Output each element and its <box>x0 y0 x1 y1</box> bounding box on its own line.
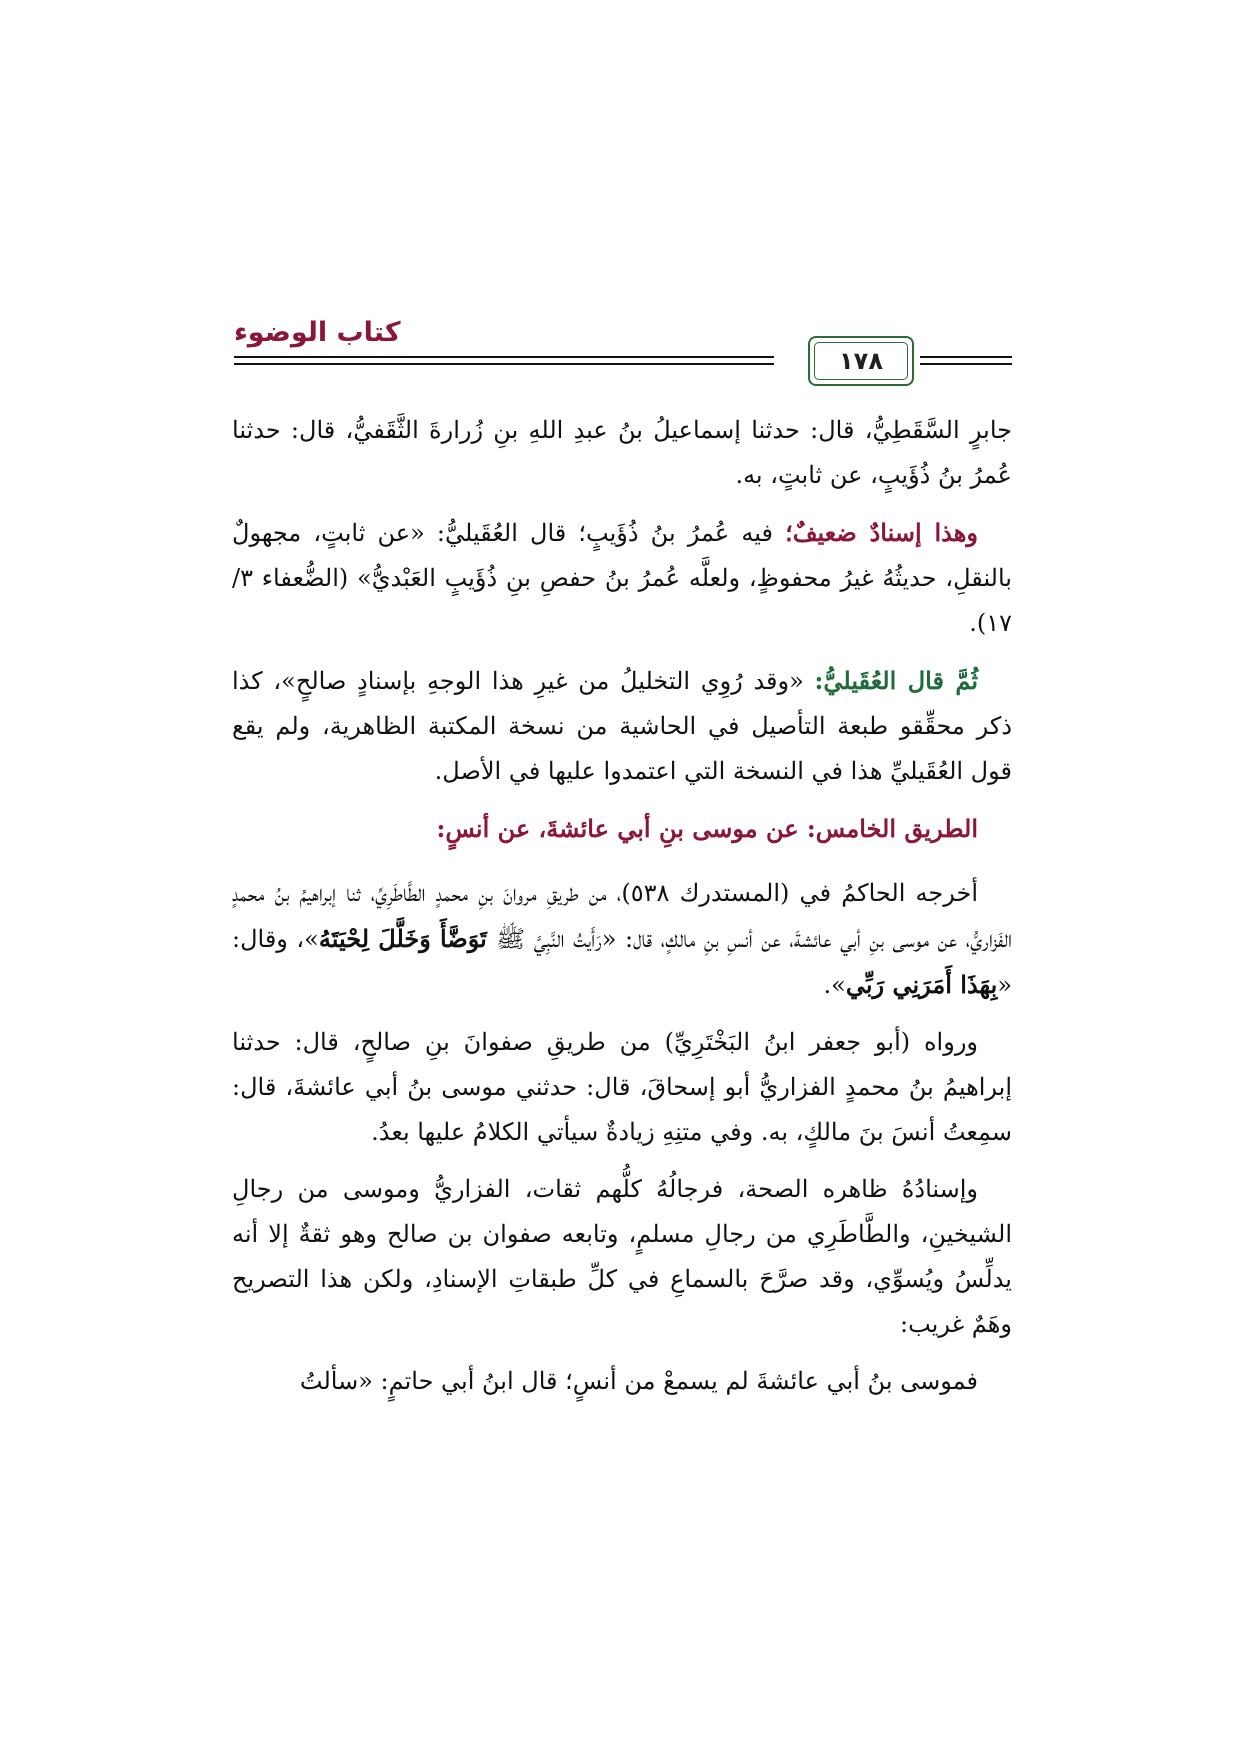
paragraph-text: جابرٍ السَّقَطِيُّ، قال: حدثنا إسماعيلُ بنُ عبدِ اللهِ بنِ زُرارةَ الثَّقَفيُّ، قال: حدثنا عُمرُ بنُ ذُؤَيبٍ، عن ثابتٍ، به. <box>232 416 1012 489</box>
page-number-frame <box>808 336 914 386</box>
paragraph-text: »، وقال: « <box>232 925 1012 999</box>
paragraph-text: فموسى بنُ أبي عائشةَ لم يسمعْ من أنسٍ؛ قال ابنُ أبي حاتمٍ: «سألتُ <box>299 1367 978 1395</box>
hadith-quote: بِهَذَا أَمَرَنِي رَبِّي <box>845 970 998 999</box>
hadith-quote: تَوَضَّأَ وَخَلَّلَ لِحْيَتَهُ <box>318 924 497 953</box>
section-heading: الطريق الخامس: عن موسى بنِ أبي عائشةَ، عن أنسٍ: <box>436 814 978 843</box>
paragraph-lead: ثُمَّ قال العُقَيليُّ: <box>814 666 978 695</box>
paragraph-5 <box>232 1020 1012 1155</box>
paragraph-text: وإسنادُهُ ظاهره الصحة، فرجالُهُ كلُّهم ثقات، الفزاريُّ وموسى من رجالِ الشيخينِ، والطَّاطَرِي من رجالِ مسلمٍ، وتابعه صفوان بن صالح وهو ثقةٌ إلا أنه يدلِّسُ ويُسوِّي، وقد صرَّحَ بالسماعِ في كلِّ طبقاتِ الإسنادِ، ولكن هذا التصريح وهَمٌ غريب: <box>232 1175 1012 1338</box>
header-rule <box>920 363 1012 365</box>
paragraph-text: ورواه (أبو جعفر ابنُ البَخْتَرِيِّ) من طريقِ صفوانَ بنِ صالحٍ، قال: حدثنا إبراهيمُ بنُ محمدٍ الفزاريُّ أبو إسحاقَ، قال: حدثني موسى بنُ أبي عائشةَ، قال: سمِعتُ أنسَ بنَ مالكٍ، به. وفي متنِهِ زيادةٌ سيأتي الكلامُ عليها بعدُ. <box>232 1028 1012 1146</box>
paragraph-6 <box>232 1167 1012 1347</box>
book-title: كتاب الوضوء <box>234 317 401 348</box>
paragraph-text: أخرجه الحاكمُ في (المستدرك ٥٣٨)، من طريقِ مروانَ بنِ محمدٍ الطَّاطَرِيِّ، ثنا إبراهيمُ بنُ محمدٍ الفَزاريُّ، عن موسى بنِ أبي عائشةَ، عن أنسِ بنِ مالكٍ، قال: «رَأَيتُ النَّبِيَّ ﷺ <box>232 879 1013 953</box>
page-header <box>234 316 1012 394</box>
paragraph-text: ». <box>823 971 846 999</box>
page-number: ١٧٨ <box>814 342 908 380</box>
body-text <box>232 408 1012 1416</box>
paragraph-3 <box>232 658 1012 794</box>
header-rule <box>234 356 774 358</box>
header-rule <box>234 363 774 365</box>
paragraph-text: «وقد رُوِي التخليلُ من غيرِ هذا الوجهِ بإسنادٍ صالحٍ»، كذا ذكر محقِّقو طبعة التأصيل في الحاشية من نسخة المكتبة الظاهرية، ولم يقع قول العُقَيليِّ هذا في النسخة التي اعتمدوا عليها في الأصل. <box>232 667 1013 785</box>
paragraph-text: فيه عُمرُ بنُ ذُؤَيبٍ؛ قال العُقَيليُّ: «عن ثابتٍ، مجهولٌ بالنقلِ، حديثُهُ غيرُ محفوظٍ، ولعلَّه عُمرُ بنُ حفصِ بنِ ذُؤَيبٍ العَبْديُّ» (الضُّعفاء ٣/ ١٧). <box>232 519 1012 637</box>
header-rule <box>920 356 1012 358</box>
paragraph-7 <box>232 1359 1012 1404</box>
paragraph-2 <box>232 510 1012 646</box>
paragraph-1 <box>232 408 1012 498</box>
paragraph-4 <box>232 871 1012 1008</box>
paragraph-lead: وهذا إسنادٌ ضعيفٌ؛ <box>785 518 978 547</box>
